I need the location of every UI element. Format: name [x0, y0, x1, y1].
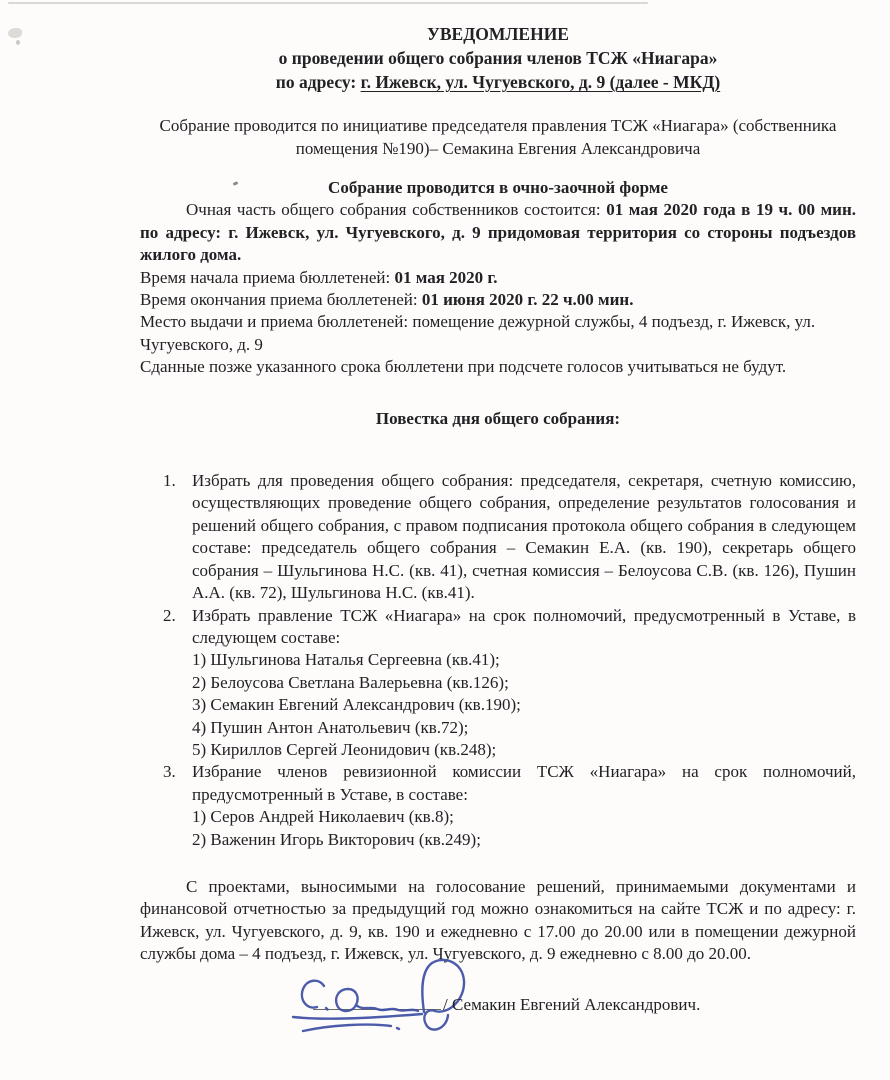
agenda-item-2-subitem: 5) Кириллов Сергей Леонидович (кв.248); [192, 739, 497, 759]
agenda-item-3-subitem: 1) Серов Андрей Николаевич (кв.8); [192, 807, 454, 827]
ballot-end-label: Время окончания приема бюллетеней: [140, 290, 422, 310]
agenda-item-2-subitem: 1) Шульгинова Наталья Сергеевна (кв.41); [192, 650, 500, 670]
agenda-item-3 [140, 761, 856, 851]
ballot-start-value: 01 мая 2020 г. [394, 267, 498, 287]
agenda-item-2-subitem: 3) Семакин Евгений Александрович (кв.190); [192, 695, 521, 715]
scan-artifact-smudge [8, 28, 22, 38]
document-title: УВЕДОМЛЕНИЕ [427, 24, 569, 44]
agenda-item-2-subitem: 4) Пушин Антон Анатольевич (кв.72); [192, 717, 469, 737]
address-underlined: г. Ижевск, ул. Чугуевского, д. 9 (далее - МКД) [360, 72, 721, 92]
document-address-line [140, 70, 856, 94]
agenda-item-3-text: Избрание членов ревизионной комиссии ТСЖ «Ниагара» на срок полномочий, предусмотренный в Уставе, в составе: [192, 762, 856, 804]
closing-paragraph: С проектами, выносимыми на голосование решений, принимаемыми документами и финансовой отчетностью за предыдущий год можно ознакомиться на сайте ТСЖ и по адресу: г. Ижевск, ул. Чугуевского, д. 9, кв. 190 и ежедневно с 17.00 до 20.00 или в помещении дежурной службы дома – 4 подъезд, г. Ижевск, ул. Чугуевского, д. 9 ежедневно с 8.00 до 20.00. [140, 876, 856, 964]
agenda-item-1 [140, 470, 856, 604]
ballot-end-value: 01 июня 2020 г. 22 ч.00 мин. [421, 290, 634, 310]
scan-artifact-dot [16, 40, 20, 45]
document-subtitle: о проведении общего собрания членов ТСЖ «Ниагара» [278, 48, 718, 68]
ballot-place-line: Место выдачи и приема бюллетеней: помещение дежурной службы, 4 подъезд, г. Ижевск, ул. Чугуевского, д. 9 [140, 312, 816, 354]
agenda-item-1-number: 1. [163, 471, 176, 491]
agenda-item-3-number: 3. [163, 762, 176, 782]
address-prefix: по адресу: [275, 72, 361, 92]
agenda-item-1-text: Избрать для проведения общего собрания: председателя, секретаря, счетную комиссию, осуществляющих проведение общего собрания, определение результатов голосования и решений общего собрания, с правом подписания протокола общего собрания в следующем составе: председатель общего собрания – Семакин Е.А. (кв. 190), секретарь общего собрания – Шульгинова Н.С. (кв. 41), счетная комиссия – Белоусова С.В. (кв. 126), Пушин А.А. (кв. 72), Шульгинова Н.С. (кв.41). [192, 471, 856, 603]
meeting-form-heading: Собрание проводится в очно-заочной форме [328, 178, 668, 197]
agenda-item-2-subitem: 2) Белоусова Светлана Валерьевна (кв.126); [192, 672, 509, 692]
signatory-name: / Семакин Евгений Александрович. [443, 995, 701, 1014]
agenda-item-2-text: Избрать правление ТСЖ «Ниагара» на срок полномочий, предусмотренный в Уставе, в следующем составе: [192, 605, 856, 647]
agenda-item-3-subitem: 2) Важенин Игорь Викторович (кв.249); [192, 829, 481, 849]
late-ballots-note: Сданные позже указанного срока бюллетени при подсчете голосов учитываться не будут. [140, 357, 787, 377]
agenda-item-2 [140, 605, 856, 762]
signature-block [285, 955, 755, 1055]
initiative-paragraph: Собрание проводится по инициативе председателя правления ТСЖ «Ниагара» (собственника помещения №190)– Семакина Евгения Александровича [159, 116, 837, 158]
agenda-heading: Повестка дня общего собрания: [375, 408, 621, 428]
in-person-label: Очная часть общего собрания собственников состоится: [186, 200, 607, 220]
in-person-datetime: 01 мая 2020 года в 19 ч. 00 мин. по адресу: г. Ижевск, ул. Чугуевского, д. 9 придомовая территория со стороны подъездов жилого дома. [140, 200, 856, 265]
agenda-item-2-number: 2. [163, 605, 176, 625]
in-person-part-paragraph [140, 199, 856, 266]
agenda-list [140, 470, 856, 851]
ballot-start-line [140, 267, 856, 289]
ballot-end-line [140, 289, 856, 311]
ballot-start-label: Время начала приема бюллетеней: [140, 267, 395, 287]
scan-artifact-line [8, 2, 648, 4]
